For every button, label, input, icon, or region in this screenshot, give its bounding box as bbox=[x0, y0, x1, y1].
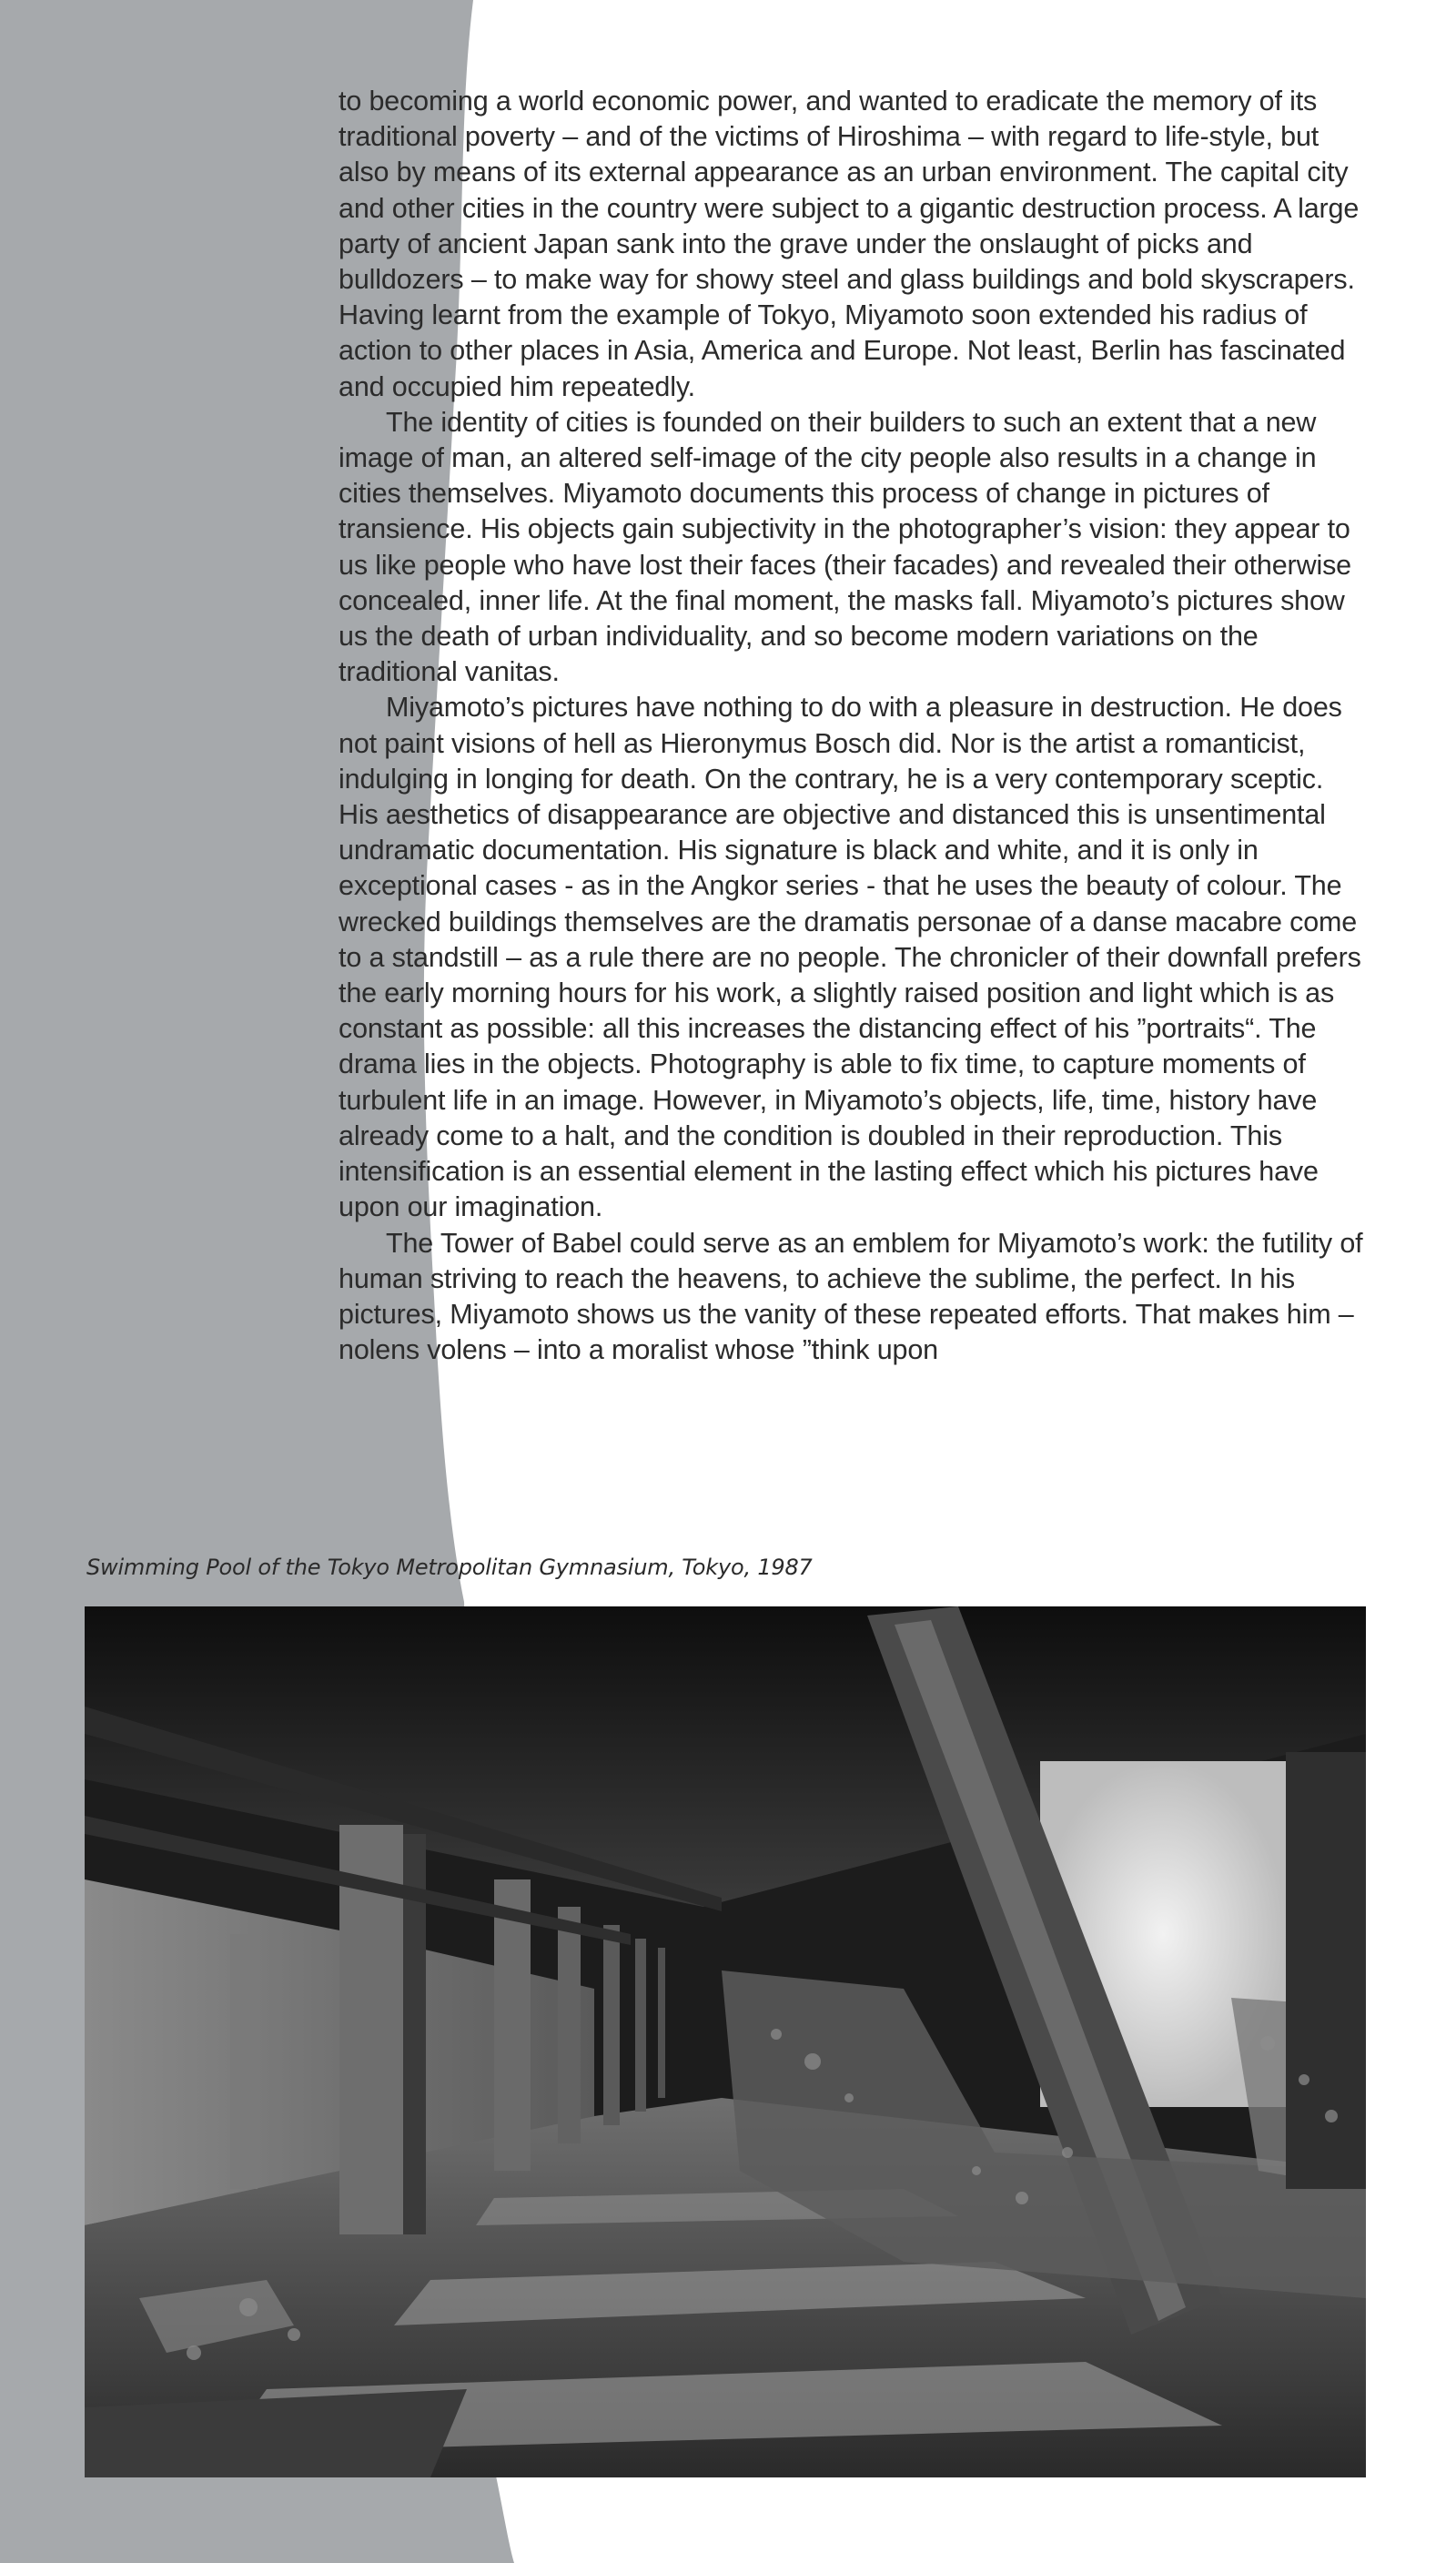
paragraph-3: Miyamoto’s pictures have nothing to do with a pleasure in destruction. He does not paint visions of hell as Hieronymus Bosch did. Nor is the artist a romanticist, indulging in longing for death. On the contrary, he is a very contemporary sceptic. His aesthetics of disappearance are objective and distanced this is unsentimental undramatic documentation. His signature is black and white, and it is only in exceptional cases - as in the Angkor series - that he uses the beauty of colour. The wrecked buildings themselves are the dramatis personae of a danse macabre come to a standstill – as a rule there are no people. The chronicler of their downfall prefers the early morning hours for his work, a slightly raised position and light which is as constant as possible: all this increases the distancing effect of his ”portraits“. The drama lies in the objects. Photography is able to fix time, to capture moments of turbulent life in an image. However, in Miyamoto’s objects, life, time, history have already come to a halt, and the condition is doubled in their reproduction. This intensification is an essential element in the lasting effect which his pictures have upon our imagination. bbox=[339, 692, 1361, 1223]
photograph-swimming-pool-ruins bbox=[85, 1606, 1366, 2477]
photo-caption: Swimming Pool of the Tokyo Metropolitan Gymnasium, Tokyo, 1987 bbox=[86, 1555, 813, 1580]
paragraph-2: The identity of cities is founded on their builders to such an extent that a new image of man, an altered self-image of the city people also results in a change in cities themselves. Miyamoto documents this process of change in pictures of transience. His objects gain subjectivity in the photographer’s vision: they appear to us like people who have lost their faces (their facades) and revealed their otherwise concealed, inner life. At the final moment, the masks fall. Miyamoto’s pictures show us the death of urban individuality, and so become modern variations on the traditional vanitas. bbox=[339, 406, 1351, 688]
article-text bbox=[339, 84, 1365, 1368]
paragraph-4: The Tower of Babel could serve as an emblem for Miyamoto’s work: the futility of human striving to reach the heavens, to achieve the sublime, the perfect. In his pictures, Miyamoto shows us the vanity of these repeated efforts. That makes him – nolens volens – into a moralist whose ”think upon bbox=[339, 1227, 1363, 1366]
paragraph-1: to becoming a world economic power, and wanted to eradicate the memory of its traditional poverty – and of the victims of Hiroshima – with regard to life-style, but also by means of its external appearance as an urban environment. The capital city and other cities in the country were subject to a gigantic destruction process. A large party of ancient Japan sank into the grave under the onslaught of picks and bulldozers – to make way for showy steel and glass buildings and bold skyscrapers. Having learnt from the example of Tokyo, Miyamoto soon extended his radius of action to other places in Asia, America and Europe. Not least, Berlin has fascinated and occupied him repeatedly. bbox=[339, 86, 1360, 402]
